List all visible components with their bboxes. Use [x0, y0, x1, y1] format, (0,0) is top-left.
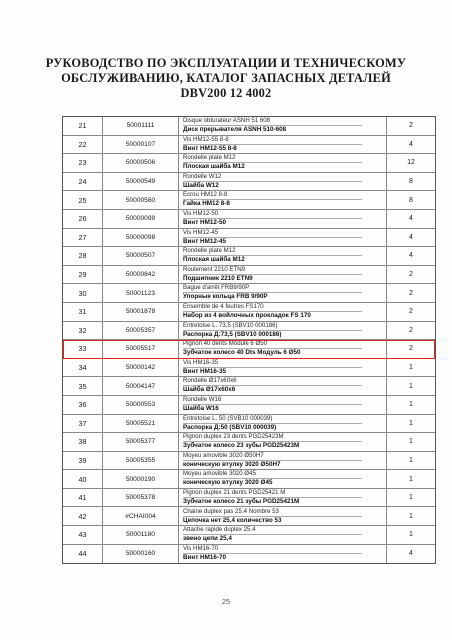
quantity-cell: 2 — [409, 271, 413, 279]
description-russian: Упорные кольца FRB 9/90P — [183, 293, 268, 301]
description-russian: Плоская шайба M12 — [183, 256, 245, 264]
description-french: Roulement 2210 ETN9 — [183, 266, 362, 275]
description-russian: Цепочка нет 25,4 количество 53 — [183, 516, 282, 524]
description-cell — [179, 284, 387, 302]
quantity-cell: 2 — [409, 289, 413, 297]
quantity-cell: 4 — [409, 550, 413, 558]
description-cell — [179, 526, 387, 544]
description-russian: Подшипник 2210 ETN9 — [183, 274, 253, 282]
quantity-cell: 4 — [409, 215, 413, 223]
quantity-cell: 8 — [409, 178, 413, 186]
quantity-cell: 1 — [409, 475, 413, 483]
item-number-cell: 32 — [63, 322, 103, 340]
description-cell — [179, 507, 387, 525]
description-russian: Плоская шайба M12 — [183, 163, 245, 171]
part-code-cell: 50005521 — [103, 415, 179, 433]
description-french: Entretoise L. 73,5 (SBV10 000186) — [183, 322, 362, 331]
part-code-cell: 50000098 — [103, 229, 179, 247]
item-number-cell: 26 — [63, 210, 103, 228]
table-row — [63, 117, 435, 136]
quantity-cell: 1 — [409, 364, 413, 372]
description-french: Attache rapide duplex 25.4 — [183, 526, 362, 535]
item-number-cell: 25 — [63, 191, 103, 209]
title-line-1: РУКОВОДСТВО ПО ЭКСПЛУАТАЦИИ И ТЕХНИЧЕСКОМУ — [45, 56, 407, 70]
table-row — [63, 507, 435, 526]
description-cell — [179, 377, 387, 395]
description-cell — [179, 489, 387, 507]
table-row — [63, 415, 435, 434]
table-row-highlighted — [63, 340, 435, 359]
description-french: Chaine duplex pas 25.4 Nombre 53 — [183, 508, 362, 517]
description-russian: Шайба W12 — [183, 181, 219, 189]
description-russian: Винт HM16-35 — [183, 367, 226, 375]
description-cell — [179, 136, 387, 154]
description-french: Bague d'arrêt FRB9/90P — [183, 284, 362, 293]
table-row — [63, 266, 435, 285]
quantity-cell: 12 — [407, 159, 415, 167]
description-cell — [179, 154, 387, 172]
item-number-cell: 42 — [63, 507, 103, 525]
table-row — [63, 452, 435, 471]
part-code-cell: 50005357 — [103, 322, 179, 340]
description-cell — [179, 322, 387, 340]
table-row — [63, 470, 435, 489]
item-number-cell: 24 — [63, 173, 103, 191]
description-french: Pignon 40 dents Module 6 Ø50 — [183, 340, 362, 349]
quantity-cell: 1 — [409, 438, 413, 446]
document-title — [0, 56, 452, 101]
part-code-cell: 50000553 — [103, 396, 179, 414]
description-russian: коническую втулку 3020 Ø45 — [183, 479, 273, 487]
table-row — [63, 191, 435, 210]
description-french: Entretoise L. 50 (SVB10 000039) — [183, 415, 362, 424]
description-cell — [179, 117, 387, 135]
item-number-cell: 40 — [63, 470, 103, 488]
part-code-cell: 50000099 — [103, 210, 179, 228]
table-row — [63, 154, 435, 173]
table-row — [63, 303, 435, 322]
item-number-cell: 44 — [63, 545, 103, 564]
table-row — [63, 284, 435, 303]
description-french: Vis HM12-45 — [183, 229, 362, 238]
description-cell — [179, 173, 387, 191]
quantity-cell: 1 — [409, 456, 413, 464]
description-russian: Шайба Ø17x60x6 — [183, 386, 236, 394]
parts-table — [62, 116, 436, 564]
description-french: Rondelle W16 — [183, 396, 362, 405]
description-russian: Зубчатое колесо 21 зубы PGD25421M — [183, 497, 300, 505]
item-number-cell: 39 — [63, 452, 103, 470]
part-code-cell: 50004147 — [103, 377, 179, 395]
quantity-cell: 1 — [409, 419, 413, 427]
description-russian: Распорка Д:73,5 (SBV10 000186) — [183, 330, 282, 338]
table-row — [63, 526, 435, 545]
item-number-cell: 30 — [63, 284, 103, 302]
quantity-cell: 4 — [409, 140, 413, 148]
item-number-cell: 33 — [63, 340, 103, 358]
part-code-cell: 50001878 — [103, 303, 179, 321]
part-code-cell: 50005517 — [103, 340, 179, 358]
description-russian: Диск прерывателя ASNH 510-608 — [183, 126, 287, 134]
quantity-cell: 1 — [409, 512, 413, 520]
part-code-cell: 50000507 — [103, 247, 179, 265]
table-row — [63, 136, 435, 155]
table-row — [63, 210, 435, 229]
description-cell — [179, 266, 387, 284]
table-row — [63, 545, 435, 564]
description-french: Rondelle Ø17x60x6 — [183, 377, 362, 386]
item-number-cell: 35 — [63, 377, 103, 395]
item-number-cell: 22 — [63, 136, 103, 154]
description-russian: Распорка Д:50 (SBV10 000039) — [183, 423, 277, 431]
part-code-cell: 50005355 — [103, 452, 179, 470]
description-cell — [179, 359, 387, 377]
title-line-3: DBV200 12 4002 — [180, 86, 272, 100]
description-cell — [179, 470, 387, 488]
description-russian: Шайба W16 — [183, 404, 219, 412]
description-french: Vis HM12-50 — [183, 210, 362, 219]
item-number-cell: 36 — [63, 396, 103, 414]
description-french: Vis HM12-55 8-8 — [183, 136, 362, 145]
description-russian: Гайка HM12 8-8 — [183, 200, 230, 208]
description-russian: Винт HM16-70 — [183, 554, 226, 562]
quantity-cell: 8 — [409, 196, 413, 204]
item-number-cell: 21 — [63, 117, 103, 135]
description-french: Rondelle plate M12 — [183, 247, 362, 256]
description-cell — [179, 415, 387, 433]
item-number-cell: 23 — [63, 154, 103, 172]
quantity-cell: 2 — [409, 326, 413, 334]
part-code-cell: #CHAI004 — [103, 507, 179, 525]
description-cell — [179, 433, 387, 451]
item-number-cell: 28 — [63, 247, 103, 265]
part-code-cell: 50005378 — [103, 489, 179, 507]
item-number-cell: 38 — [63, 433, 103, 451]
title-line-2: ОБСЛУЖИВАНИЮ, КАТАЛОГ ЗАПАСНЫХ ДЕТАЛЕЙ — [61, 71, 391, 85]
description-russian: Винт HM12-55 8-8 — [183, 144, 237, 152]
description-french: Vis HM16-35 — [183, 359, 362, 368]
table-row — [63, 377, 435, 396]
part-code-cell: 50005377 — [103, 433, 179, 451]
item-number-cell: 43 — [63, 526, 103, 544]
part-code-cell: 50000549 — [103, 173, 179, 191]
item-number-cell: 37 — [63, 415, 103, 433]
quantity-cell: 2 — [409, 122, 413, 130]
part-code-cell: 50000580 — [103, 191, 179, 209]
part-code-cell: 50000190 — [103, 470, 179, 488]
description-russian: коническую втулку 3020 Ø50H7 — [183, 460, 281, 468]
table-row — [63, 173, 435, 192]
description-russian: Набор из 4 войлочных прокладок FS 170 — [183, 311, 311, 319]
table-row — [63, 229, 435, 248]
quantity-cell: 4 — [409, 233, 413, 241]
part-code-cell: 50001123 — [103, 284, 179, 302]
table-row — [63, 359, 435, 378]
description-cell — [179, 210, 387, 228]
quantity-cell: 2 — [409, 308, 413, 316]
part-code-cell: 50000107 — [103, 136, 179, 154]
description-cell — [179, 452, 387, 470]
quantity-cell: 4 — [409, 252, 413, 260]
table-row — [63, 396, 435, 415]
quantity-cell: 1 — [409, 382, 413, 390]
part-code-cell: 50000842 — [103, 266, 179, 284]
page-number: 25 — [221, 597, 231, 606]
description-french: Rondelle W12 — [183, 173, 362, 182]
description-cell — [179, 191, 387, 209]
item-number-cell: 31 — [63, 303, 103, 321]
description-french: Vis HM16-70 — [183, 545, 362, 554]
description-russian: Винт HM12-45 — [183, 237, 226, 245]
part-code-cell: 50001180 — [103, 526, 179, 544]
table-row — [63, 489, 435, 508]
table-row — [63, 247, 435, 266]
part-code-cell: 50001111 — [103, 117, 179, 135]
description-french: Rondelle plate M12 — [183, 154, 362, 163]
description-cell — [179, 545, 387, 564]
part-code-cell: 50000142 — [103, 359, 179, 377]
description-french: Moyeu amovible 3020 Ø50H7 — [183, 452, 362, 461]
description-french: Moyeu amovible 3020 Ø45 — [183, 470, 362, 479]
description-cell — [179, 396, 387, 414]
item-number-cell: 34 — [63, 359, 103, 377]
item-number-cell: 41 — [63, 489, 103, 507]
description-french: Pignon duplex 23 dents PGD25423M — [183, 433, 362, 442]
description-russian: звено цепи 25,4 — [183, 535, 232, 543]
description-cell — [179, 247, 387, 265]
description-french: Pignon duplex 21 dents PGD25421 M — [183, 489, 362, 498]
description-french: Ensemble de 4 feutres FS170 — [183, 303, 362, 312]
part-code-cell: 50000506 — [103, 154, 179, 172]
quantity-cell: 1 — [409, 494, 413, 502]
quantity-cell: 1 — [409, 531, 413, 539]
table-row — [63, 433, 435, 452]
description-russian: Зубчатое колесо 40 Dts Модуль 6 Ø50 — [183, 349, 301, 357]
table-row — [63, 322, 435, 341]
description-russian: Винт HM12-50 — [183, 219, 226, 227]
description-french: Disque obturateur ASNH 51 608 — [183, 117, 362, 126]
description-cell — [179, 340, 387, 358]
part-code-cell: 50000160 — [103, 545, 179, 564]
description-russian: Зубчатое колесо 23 зубы PGD25423M — [183, 442, 300, 450]
description-cell — [179, 303, 387, 321]
quantity-cell: 2 — [409, 345, 413, 353]
item-number-cell: 27 — [63, 229, 103, 247]
description-french: Ecrou HM12 8-8 — [183, 191, 362, 200]
description-cell — [179, 229, 387, 247]
quantity-cell: 1 — [409, 401, 413, 409]
item-number-cell: 29 — [63, 266, 103, 284]
